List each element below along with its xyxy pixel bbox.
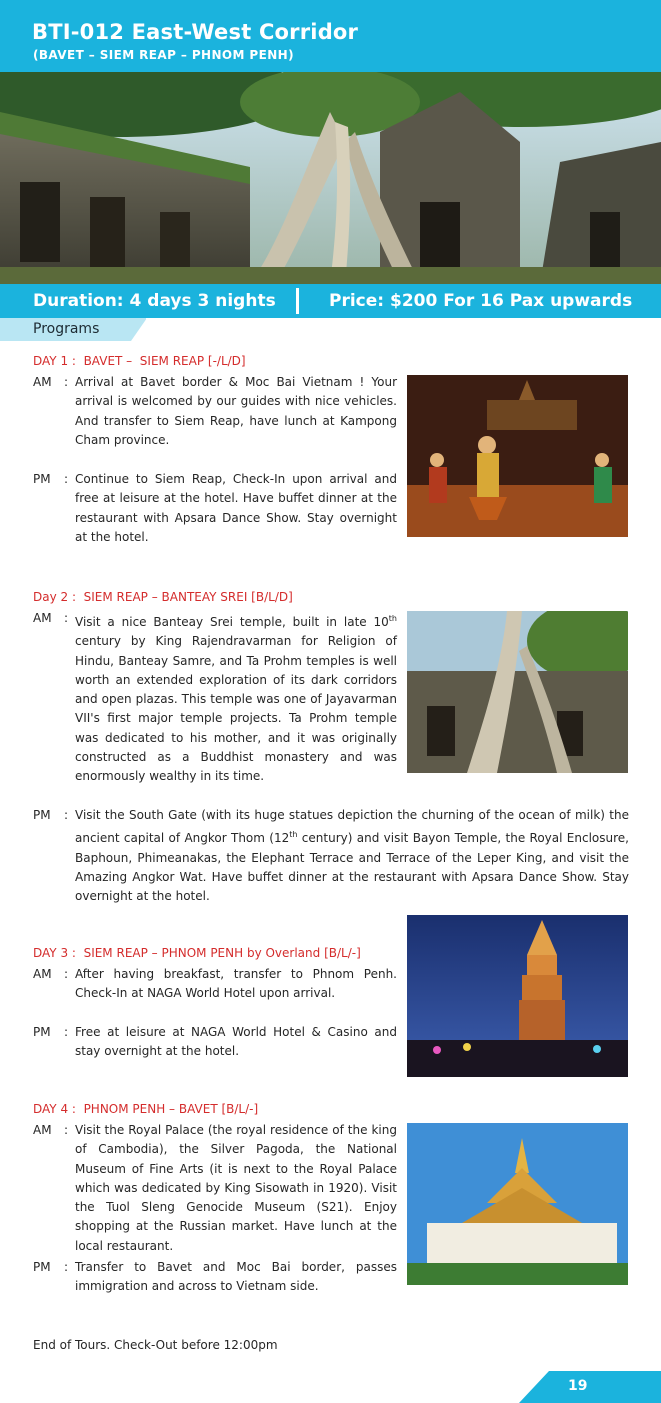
page-number-tab — [519, 1371, 661, 1403]
royal-palace-photo — [407, 1123, 628, 1285]
apsara-dancers-photo — [407, 375, 628, 537]
day-3-am-text: After having breakfast, transfer to Phnom Penh. Check-In at NAGA World Hotel upon arrival. — [75, 967, 397, 1001]
day-2-pm-text: Visit the South Gate (with its huge statues depiction the churning of the ocean of milk) the ancient capital of Angkor Thom (12th century) and visit Bayon Temple, the Royal Enclosure, Baphoun, Phimeanakas, the Elephant Terrace and Terrace of the Leper King, and visit the Amazing Angkor Wat. Have buffet dinner at the restaurant with Apsara Dance Show. Stay overnight at the hotel. — [75, 808, 629, 904]
day-4-heading: DAY 4 : PHNOM PENH – BAVET [B/L/-] — [33, 1102, 259, 1116]
day-3-heading: DAY 3 : SIEM REAP – PHNOM PENH by Overland [B/L/-] — [33, 946, 361, 960]
day-3-pm — [33, 1023, 398, 1063]
pm-label: PM — [33, 1260, 51, 1274]
independence-monument-photo — [407, 915, 628, 1077]
duration-text: Duration: 4 days 3 nights — [33, 291, 276, 311]
am-label: AM — [33, 967, 52, 981]
price-text: Price: $200 For 16 Pax upwards — [329, 291, 633, 311]
colon: : — [64, 1123, 69, 1137]
day-1-pm-text: Continue to Siem Reap, Check-In upon arrival and free at leisure at the hotel. Have buffet dinner at the restaurant with Apsara Dance Show. Stay overnight at the hotel. — [75, 472, 397, 544]
day-2-pm — [33, 806, 629, 906]
day-2-am — [33, 609, 398, 784]
pm-label: PM — [33, 472, 51, 486]
day-4-pm-text: Transfer to Bavet and Moc Bai border, passes immigration and across to Vietnam side. — [75, 1260, 397, 1294]
colon: : — [64, 375, 69, 389]
colon: : — [64, 1025, 69, 1039]
programs-tab — [0, 318, 146, 341]
day-4-am-text: Visit the Royal Palace (the royal residence of the king of Cambodia), the Silver Pagoda, the National Museum of Fine Arts (it is next to the Royal Palace which was dedicated by King Sisowath in 1920). Visit the Tuol Sleng Genocide Museum (S21). Enjoy shopping at the Russian market. Have lunch at the local restaurant. — [75, 1123, 397, 1253]
tour-info-bar — [0, 284, 661, 318]
ta-prohm-tree-photo — [407, 611, 628, 773]
day-2-heading: Day 2 : SIEM REAP – BANTEAY SREI [B/L/D] — [33, 590, 293, 604]
day-1-heading: DAY 1 : BAVET – SIEM REAP [-/L/D] — [33, 354, 246, 368]
angkor-temple-ruins-photo — [0, 72, 661, 284]
colon: : — [64, 967, 69, 981]
day-1-am-text: Arrival at Bavet border & Moc Bai Vietnam ! Your arrival is welcomed by our guides with nice vehicles. And transfer to Siem Reap, have lunch at Kampong Cham province. — [75, 375, 397, 447]
day-3-am — [33, 965, 398, 1005]
day-1-am — [33, 373, 398, 453]
page-number: 19 — [568, 1378, 588, 1394]
info-divider — [296, 288, 299, 314]
colon: : — [64, 472, 69, 486]
programs-tab-label: Programs — [33, 321, 100, 337]
colon: : — [64, 1260, 69, 1274]
colon: : — [64, 611, 69, 625]
day-4-am — [33, 1121, 398, 1253]
day-1-pm — [33, 470, 398, 550]
am-label: AM — [33, 1123, 52, 1137]
pm-label: PM — [33, 1025, 51, 1039]
am-label: AM — [33, 611, 52, 625]
colon: : — [64, 808, 69, 822]
tour-route-subtitle: (BAVET – SIEM REAP – PHNOM PENH) — [33, 48, 294, 62]
am-label: AM — [33, 375, 52, 389]
day-4-pm — [33, 1258, 398, 1298]
day-2-am-text: Visit a nice Banteay Srei temple, built in late 10th century by King Rajendravarman for Religion of Hindu, Banteay Samre, and Ta Prohm temples is well worth an extended exploration of its dark corridors and open plazas. This temple was one of Jayavarman VII's first major temple projects. Ta Prohm temple was dedicated to his mother, and it was originally constructed as a Buddhist monastery and was enormously wealthy in its time. — [75, 614, 397, 784]
pm-label: PM — [33, 808, 51, 822]
end-of-tour-note: End of Tours. Check-Out before 12:00pm — [33, 1338, 278, 1352]
day-3-pm-text: Free at leisure at NAGA World Hotel & Casino and stay overnight at the hotel. — [75, 1025, 397, 1059]
tour-title: BTI-012 East-West Corridor — [32, 20, 359, 44]
page-header — [0, 0, 661, 72]
